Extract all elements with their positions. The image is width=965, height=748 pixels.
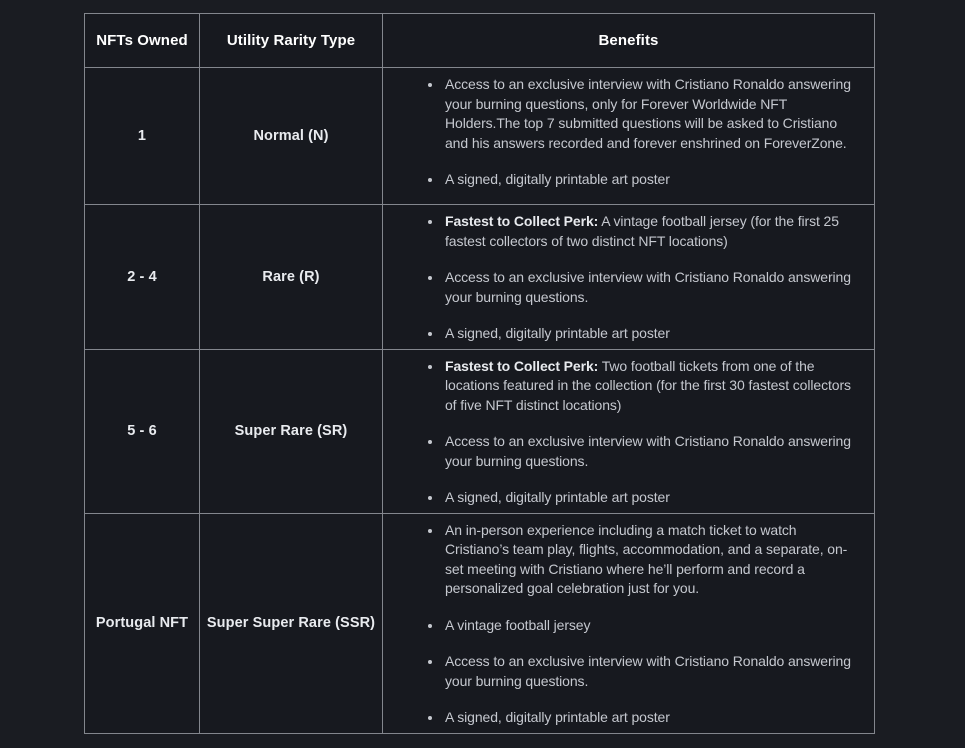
benefit-item: • A signed, digitally printable art poster: [443, 708, 862, 728]
table-row: [85, 68, 875, 205]
nfts-owned-cell: Portugal NFT: [85, 513, 200, 733]
benefit-item: • Access to an exclusive interview with Cristiano Ronaldo answering your burning questions.: [443, 268, 862, 307]
table-body: [85, 68, 875, 734]
benefit-item: • Access to an exclusive interview with Cristiano Ronaldo answering your burning questions.: [443, 432, 862, 471]
benefits-list: [383, 355, 862, 508]
benefit-item-bold-prefix: Fastest to Collect Perk:: [445, 213, 599, 229]
benefit-item: • An in-person experience including a match ticket to watch Cristiano’s team play, flights, accommodation, and a separate, on-set meeting with Cristiano where he’ll perform and record a personalized goal celebration just for you.: [443, 521, 862, 599]
benefits-list: [383, 210, 862, 344]
rarity-cell: Super Super Rare (SSR): [200, 513, 383, 733]
table-row: [85, 205, 875, 350]
rarity-cell: Rare (R): [200, 205, 383, 350]
benefits-cell: [383, 68, 875, 205]
benefit-item: • Access to an exclusive interview with Cristiano Ronaldo answering your burning questions.: [443, 652, 862, 691]
table-row: [85, 349, 875, 513]
column-header-utility-rarity-type: Utility Rarity Type: [200, 14, 383, 68]
benefits-cell: [383, 205, 875, 350]
benefit-item: • Fastest to Collect Perk: Two football tickets from one of the locations featured in the collection (for the first 30 fastest collectors of five NFT distinct locations): [443, 357, 862, 416]
rarity-cell: Super Rare (SR): [200, 349, 383, 513]
table-row: [85, 513, 875, 733]
benefits-cell: [383, 349, 875, 513]
benefit-item: • A signed, digitally printable art poster: [443, 170, 862, 190]
benefits-cell: [383, 513, 875, 733]
benefits-list: [383, 519, 862, 728]
benefit-item-bold-prefix: Fastest to Collect Perk:: [445, 357, 599, 374]
column-header-nfts-owned: NFTs Owned: [85, 14, 200, 68]
rarity-cell: Normal (N): [200, 68, 383, 205]
nft-benefits-table: [84, 13, 875, 734]
table-header: [85, 14, 875, 68]
column-header-benefits: Benefits: [383, 14, 875, 68]
benefit-item: • A vintage football jersey: [443, 616, 862, 636]
nfts-owned-cell: 2 - 4: [85, 205, 200, 350]
benefits-list: [383, 73, 862, 190]
nfts-owned-cell: 1: [85, 68, 200, 205]
nfts-owned-cell: 5 - 6: [85, 349, 200, 513]
nft-benefits-table-container: [84, 13, 875, 734]
benefit-item: • Fastest to Collect Perk: A vintage football jersey (for the first 25 fastest collectors of two distinct NFT locations): [443, 212, 862, 251]
benefit-item: • A signed, digitally printable art poster: [443, 324, 862, 344]
benefit-item: • A signed, digitally printable art poster: [443, 488, 862, 508]
header-row: [85, 14, 875, 68]
benefit-item: • Access to an exclusive interview with Cristiano Ronaldo answering your burning questions, only for Forever Worldwide NFT Holders.The top 7 submitted questions will be asked to Cristiano and his answers recorded and forever enshrined on ForeverZone.: [443, 75, 862, 153]
